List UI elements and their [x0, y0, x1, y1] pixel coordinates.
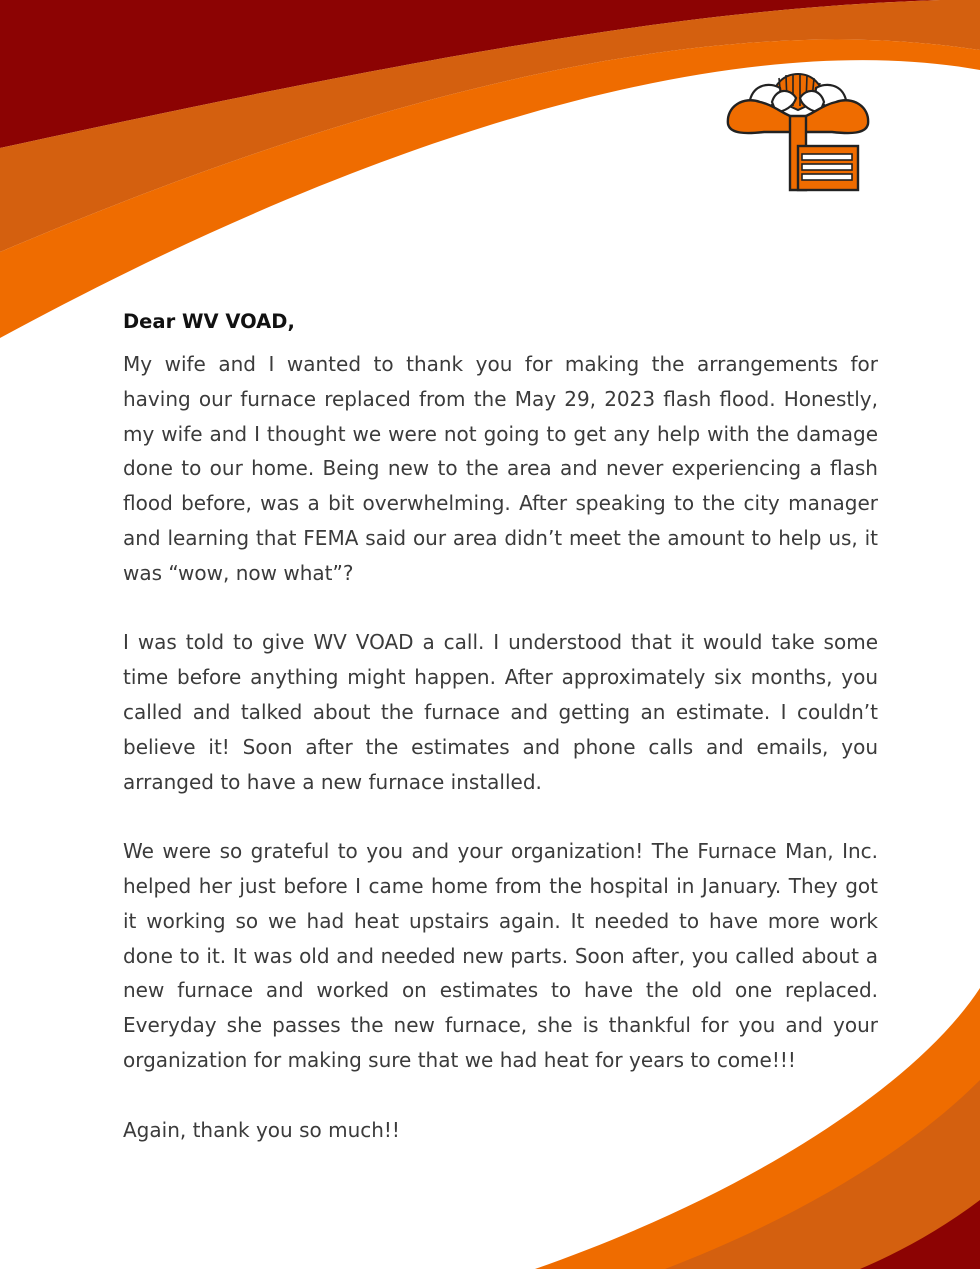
letter-paragraph-2: I was told to give WV VOAD a call. I understood that it would take some time before anything might happen. After approximately six months, you called and talked about the furnace and getting an estimate. I couldn’t believe it! Soon after the estimates and phone calls and emails, you arranged to have a new furnace installed.	[123, 630, 878, 794]
letter-closing: Again, thank you so much!!	[123, 1117, 400, 1142]
letter-paragraph-1: My wife and I wanted to thank you for making the arrangements for having our furnace replaced from the May 29, 2023 flash flood. Honestly, my wife and I thought we were not going to get any help with the damage done to our home. Being new to the area and never experiencing a flash flood before, was a bit overwhelming. After speaking to the city manager and learning that FEMA said our area didn’t meet the amount to help us, it was “wow, now what”?	[123, 352, 878, 585]
letter-paragraph-3: We were so grateful to you and your organization! The Furnace Man, Inc. helped her just before I came home from the hospital in January. They got it working so we had heat upstairs again. It needed to have more work done to it. It was old and needed new parts. Soon after, you called about a new furnace and worked on estimates to have the old one replaced. Everyday she passes the new furnace, she is thankful for you and your organization for making sure that we had heat for years to come!!!	[123, 839, 878, 1072]
letter-body	[123, 308, 878, 1147]
letter-greeting: Dear WV VOAD,	[123, 310, 295, 333]
wv-voad-logo-icon	[724, 70, 872, 194]
